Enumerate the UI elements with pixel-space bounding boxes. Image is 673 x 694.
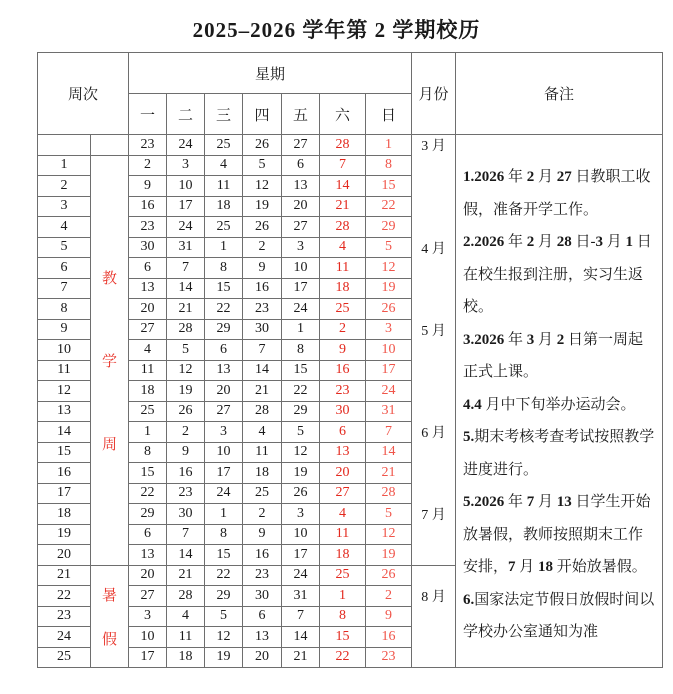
day-cell: 12	[366, 524, 412, 545]
teaching-weeks-label	[91, 155, 129, 565]
day-cell: 17	[129, 647, 167, 668]
week-number-cell: 3	[38, 196, 91, 217]
day-cell: 8	[282, 340, 320, 361]
day-cell: 3	[366, 319, 412, 340]
weekday-header-1: 一	[129, 94, 167, 135]
weekday-header-5: 五	[282, 94, 320, 135]
day-cell: 15	[282, 360, 320, 381]
day-cell: 19	[167, 381, 205, 402]
day-cell: 19	[282, 463, 320, 484]
day-cell: 23	[243, 565, 282, 586]
day-cell: 13	[129, 278, 167, 299]
day-cell: 25	[129, 401, 167, 422]
month-label: 8 月	[421, 590, 446, 606]
day-cell: 22	[205, 565, 243, 586]
day-cell: 2	[129, 155, 167, 176]
day-cell: 4	[129, 340, 167, 361]
day-cell: 12	[243, 176, 282, 197]
day-cell: 15	[129, 463, 167, 484]
day-cell: 14	[167, 278, 205, 299]
day-cell: 21	[366, 463, 412, 484]
day-cell: 13	[129, 545, 167, 566]
day-cell: 15	[366, 176, 412, 197]
day-cell: 26	[366, 299, 412, 320]
day-cell: 11	[320, 524, 366, 545]
day-cell: 10	[129, 627, 167, 648]
day-cell: 20	[129, 299, 167, 320]
day-cell: 14	[167, 545, 205, 566]
day-cell: 1	[366, 135, 412, 156]
note-number: 2	[526, 169, 535, 185]
day-cell: 24	[167, 135, 205, 156]
note-number: 1	[625, 234, 634, 250]
note-item: 4.4 月中下旬举办运动会。	[463, 396, 636, 413]
day-cell: 23	[366, 647, 412, 668]
day-cell: 23	[243, 299, 282, 320]
day-cell: 3	[129, 606, 167, 627]
month-column-bottom	[412, 565, 456, 668]
day-cell: 2	[366, 586, 412, 607]
period-empty-cell	[91, 135, 129, 156]
note-number: 2.2026	[463, 234, 505, 250]
day-cell: 25	[205, 135, 243, 156]
note-item: 5.2026 年 7 月 13 日学生开始放暑假，教师按照期末工作安排，7 月 18 开始放暑假。	[463, 494, 651, 575]
week-number-cell: 19	[38, 524, 91, 545]
day-cell: 20	[282, 196, 320, 217]
week-number-cell: 22	[38, 586, 91, 607]
day-cell: 22	[205, 299, 243, 320]
day-cell: 8	[366, 155, 412, 176]
week-number-cell: 5	[38, 237, 91, 258]
day-cell: 27	[320, 483, 366, 504]
day-cell: 23	[129, 135, 167, 156]
day-cell: 9	[243, 258, 282, 279]
day-cell: 13	[205, 360, 243, 381]
day-cell: 20	[320, 463, 366, 484]
day-cell: 15	[205, 545, 243, 566]
day-cell: 1	[205, 504, 243, 525]
day-cell: 12	[167, 360, 205, 381]
day-cell: 6	[129, 258, 167, 279]
day-cell: 6	[205, 340, 243, 361]
week-number-cell: 16	[38, 463, 91, 484]
day-cell: 9	[320, 340, 366, 361]
day-cell: 28	[167, 586, 205, 607]
header-week-col: 周次	[38, 53, 129, 135]
week-number-cell: 18	[38, 504, 91, 525]
day-cell: 19	[366, 545, 412, 566]
day-cell: 5	[282, 422, 320, 443]
week-number-cell: 20	[38, 545, 91, 566]
day-cell: 5	[366, 237, 412, 258]
weekday-header-2: 二	[167, 94, 205, 135]
day-cell: 4	[320, 237, 366, 258]
note-number: 27	[556, 169, 572, 185]
day-cell: 18	[167, 647, 205, 668]
note-number: 3	[595, 234, 604, 250]
day-cell: 28	[167, 319, 205, 340]
day-cell: 11	[167, 627, 205, 648]
day-cell: 20	[243, 647, 282, 668]
day-cell: 24	[282, 299, 320, 320]
note-number: 18	[538, 559, 554, 575]
day-cell: 24	[366, 381, 412, 402]
day-cell: 14	[366, 442, 412, 463]
day-cell: 30	[129, 237, 167, 258]
day-cell: 26	[167, 401, 205, 422]
day-cell: 31	[167, 237, 205, 258]
weekday-header-4: 四	[243, 94, 282, 135]
day-cell: 18	[243, 463, 282, 484]
day-cell: 9	[366, 606, 412, 627]
day-cell: 27	[205, 401, 243, 422]
day-cell: 19	[243, 196, 282, 217]
day-cell: 3	[282, 237, 320, 258]
teaching-weeks-label-stack	[91, 267, 128, 454]
month-label: 5 月	[421, 323, 446, 339]
day-cell: 24	[282, 565, 320, 586]
week-number-cell: 1	[38, 155, 91, 176]
day-cell: 23	[320, 381, 366, 402]
calendar-table	[37, 52, 663, 668]
day-cell: 11	[243, 442, 282, 463]
day-cell: 21	[167, 299, 205, 320]
note-item: 5.期末考核考查考试按照教学进度进行。	[463, 429, 655, 478]
week-number-cell: 14	[38, 422, 91, 443]
day-cell: 7	[320, 155, 366, 176]
day-cell: 5	[167, 340, 205, 361]
week-number-cell: 9	[38, 319, 91, 340]
day-cell: 5	[205, 606, 243, 627]
day-cell: 4	[167, 606, 205, 627]
day-cell: 16	[366, 627, 412, 648]
day-cell: 22	[366, 196, 412, 217]
period-char: 教	[101, 270, 117, 287]
day-cell: 20	[129, 565, 167, 586]
day-cell: 29	[205, 586, 243, 607]
day-cell: 5	[366, 504, 412, 525]
month-label: 4 月	[421, 241, 446, 257]
note-item: 2.2026 年 2 月 28 日-3 月 1 日在校生报到注册，实习生返校。	[463, 234, 652, 315]
day-cell: 5	[243, 155, 282, 176]
day-cell: 31	[366, 401, 412, 422]
day-cell: 7	[282, 606, 320, 627]
day-cell: 25	[243, 483, 282, 504]
day-cell: 18	[129, 381, 167, 402]
day-cell: 13	[282, 176, 320, 197]
month-label: 3 月	[421, 139, 446, 155]
day-cell: 28	[243, 401, 282, 422]
day-cell: 23	[129, 217, 167, 238]
day-cell: 9	[243, 524, 282, 545]
day-cell: 14	[243, 360, 282, 381]
day-cell: 17	[282, 278, 320, 299]
period-char: 学	[101, 353, 117, 370]
day-cell: 1	[129, 422, 167, 443]
day-cell: 27	[129, 586, 167, 607]
day-cell: 11	[320, 258, 366, 279]
summer-vacation-label	[91, 565, 129, 668]
note-number: 2	[526, 234, 535, 250]
day-cell: 6	[320, 422, 366, 443]
day-cell: 30	[320, 401, 366, 422]
week-number-cell: 6	[38, 258, 91, 279]
day-cell: 7	[167, 258, 205, 279]
day-cell: 20	[205, 381, 243, 402]
note-item: 1.2026 年 2 月 27 日教职工收假，准备开学工作。	[463, 169, 651, 218]
day-cell: 22	[282, 381, 320, 402]
summer-vacation-label-stack	[91, 584, 128, 649]
day-cell: 1	[282, 319, 320, 340]
day-cell: 29	[129, 504, 167, 525]
week-number-cell: 24	[38, 627, 91, 648]
week-number-cell: 11	[38, 360, 91, 381]
day-cell: 3	[167, 155, 205, 176]
day-cell: 4	[243, 422, 282, 443]
week-number-cell: 7	[38, 278, 91, 299]
day-cell: 16	[243, 278, 282, 299]
day-cell: 16	[129, 196, 167, 217]
day-cell: 17	[167, 196, 205, 217]
day-cell: 27	[129, 319, 167, 340]
day-cell: 10	[167, 176, 205, 197]
week-number-cell: 21	[38, 565, 91, 586]
day-cell: 30	[243, 319, 282, 340]
day-cell: 18	[205, 196, 243, 217]
day-cell: 25	[320, 299, 366, 320]
day-cell: 9	[167, 442, 205, 463]
day-cell: 6	[129, 524, 167, 545]
note-number: 7	[526, 494, 535, 510]
day-cell: 7	[167, 524, 205, 545]
month-label: 7 月	[421, 508, 446, 524]
day-cell: 29	[205, 319, 243, 340]
day-cell: 30	[167, 504, 205, 525]
day-cell: 26	[366, 565, 412, 586]
period-char: 假	[101, 631, 117, 648]
weekday-header-7: 日	[366, 94, 412, 135]
note-number: 28	[556, 234, 572, 250]
day-cell: 12	[282, 442, 320, 463]
day-cell: 15	[320, 627, 366, 648]
day-cell: 22	[129, 483, 167, 504]
day-cell: 16	[320, 360, 366, 381]
day-cell: 25	[320, 565, 366, 586]
day-cell: 8	[320, 606, 366, 627]
day-cell: 3	[282, 504, 320, 525]
month-column-top	[412, 135, 456, 566]
day-cell: 4	[205, 155, 243, 176]
weekday-header-3: 三	[205, 94, 243, 135]
day-cell: 7	[243, 340, 282, 361]
week-number-cell: 8	[38, 299, 91, 320]
week-number-cell: 15	[38, 442, 91, 463]
calendar-row	[38, 135, 663, 156]
day-cell: 12	[205, 627, 243, 648]
note-number: 3	[526, 331, 535, 348]
note-number: 2	[556, 331, 565, 348]
day-cell: 10	[366, 340, 412, 361]
day-cell: 28	[320, 217, 366, 238]
day-cell: 31	[282, 586, 320, 607]
note-number: 1.2026	[463, 169, 505, 185]
page-title: 2025–2026 学年第 2 学期校历	[192, 18, 481, 42]
day-cell: 1	[205, 237, 243, 258]
week-number-cell: 23	[38, 606, 91, 627]
day-cell: 28	[366, 483, 412, 504]
day-cell: 2	[243, 504, 282, 525]
week-number-cell: 25	[38, 647, 91, 668]
day-cell: 12	[366, 258, 412, 279]
day-cell: 16	[167, 463, 205, 484]
day-cell: 28	[320, 135, 366, 156]
note-number: 13	[556, 494, 572, 510]
week-number-cell: 10	[38, 340, 91, 361]
month-label: 6 月	[421, 426, 446, 442]
note-number: 3.2026	[463, 331, 505, 348]
day-cell: 26	[243, 135, 282, 156]
day-cell: 21	[243, 381, 282, 402]
note-number: 5.	[463, 429, 475, 445]
day-cell: 24	[167, 217, 205, 238]
week-number-cell: 13	[38, 401, 91, 422]
day-cell: 27	[282, 217, 320, 238]
day-cell: 10	[205, 442, 243, 463]
day-cell: 30	[243, 586, 282, 607]
day-cell: 2	[320, 319, 366, 340]
day-cell: 25	[205, 217, 243, 238]
day-cell: 7	[366, 422, 412, 443]
day-cell: 24	[205, 483, 243, 504]
day-cell: 13	[243, 627, 282, 648]
week-number-cell: 17	[38, 483, 91, 504]
day-cell: 14	[320, 176, 366, 197]
day-cell: 2	[167, 422, 205, 443]
day-cell: 17	[282, 545, 320, 566]
week-number-cell: 2	[38, 176, 91, 197]
day-cell: 14	[282, 627, 320, 648]
day-cell: 8	[205, 524, 243, 545]
day-cell: 13	[320, 442, 366, 463]
day-cell: 11	[205, 176, 243, 197]
day-cell: 15	[205, 278, 243, 299]
header-weekday-group: 星期	[129, 53, 412, 94]
notes-cell	[456, 135, 663, 668]
header-month-col: 月份	[412, 53, 456, 135]
day-cell: 1	[320, 586, 366, 607]
day-cell: 10	[282, 258, 320, 279]
day-cell: 22	[320, 647, 366, 668]
day-cell: 26	[243, 217, 282, 238]
header-notes-col: 备注	[456, 53, 663, 135]
day-cell: 16	[243, 545, 282, 566]
day-cell: 26	[282, 483, 320, 504]
day-cell: 21	[167, 565, 205, 586]
note-number: 5.2026	[463, 494, 505, 510]
header-row-1	[38, 53, 663, 94]
day-cell: 2	[243, 237, 282, 258]
day-cell: 21	[282, 647, 320, 668]
day-cell: 10	[282, 524, 320, 545]
day-cell: 19	[205, 647, 243, 668]
note-item: 3.2026 年 3 月 2 日第一周起正式上课。	[463, 331, 644, 380]
day-cell: 8	[129, 442, 167, 463]
period-char: 周	[101, 436, 117, 453]
day-cell: 8	[205, 258, 243, 279]
weekday-header-6: 六	[320, 94, 366, 135]
note-number: 7	[508, 559, 516, 575]
week-number-cell	[38, 135, 91, 156]
note-item: 6.国家法定节假日放假时间以学校办公室通知为准	[463, 591, 655, 640]
day-cell: 29	[282, 401, 320, 422]
day-cell: 6	[243, 606, 282, 627]
day-cell: 29	[366, 217, 412, 238]
day-cell: 18	[320, 545, 366, 566]
day-cell: 27	[282, 135, 320, 156]
day-cell: 18	[320, 278, 366, 299]
week-number-cell: 4	[38, 217, 91, 238]
day-cell: 23	[167, 483, 205, 504]
note-number: 4.4	[463, 396, 482, 413]
day-cell: 17	[366, 360, 412, 381]
day-cell: 17	[205, 463, 243, 484]
day-cell: 3	[205, 422, 243, 443]
day-cell: 19	[366, 278, 412, 299]
day-cell: 9	[129, 176, 167, 197]
week-number-cell: 12	[38, 381, 91, 402]
day-cell: 6	[282, 155, 320, 176]
day-cell: 11	[129, 360, 167, 381]
note-number: 6.	[463, 591, 475, 608]
day-cell: 21	[320, 196, 366, 217]
period-char: 暑	[101, 587, 117, 604]
day-cell: 4	[320, 504, 366, 525]
